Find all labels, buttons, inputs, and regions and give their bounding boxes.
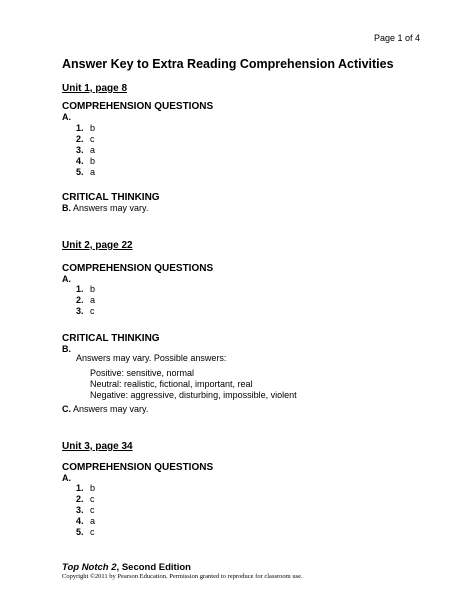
unit-1-comprehension-heading: COMPREHENSION QUESTIONS xyxy=(62,101,214,112)
unit-2-comprehension-heading: COMPREHENSION QUESTIONS xyxy=(62,263,214,274)
answer-letter: b xyxy=(90,483,96,493)
answer-number: 2. xyxy=(76,134,84,144)
answer-number: 1. xyxy=(76,284,84,294)
answer-letter: c xyxy=(90,505,95,515)
answer-item xyxy=(76,284,95,294)
answer-positive: Positive: sensitive, normal xyxy=(90,368,195,378)
part-letter: B. xyxy=(62,203,71,213)
answer-negative: Negative: aggressive, disturbing, impossible, violent xyxy=(90,390,297,400)
answer-letter: b xyxy=(90,284,96,294)
answer-letter: c xyxy=(90,527,95,537)
part-letter: C. xyxy=(62,404,71,414)
answer-item xyxy=(76,516,95,526)
answer-letter: a xyxy=(90,145,96,155)
answer-letter: c xyxy=(90,134,95,144)
answer-number: 1. xyxy=(76,123,84,133)
footer-book-title xyxy=(62,562,191,573)
answer-item xyxy=(76,494,95,504)
answer-number: 1. xyxy=(76,483,84,493)
answer-letter: a xyxy=(90,516,96,526)
answer-item xyxy=(76,295,95,305)
answer-item xyxy=(76,134,95,144)
answer-letter: a xyxy=(90,295,96,305)
unit-2-title: Unit 2, page 22 xyxy=(62,240,133,251)
copyright-notice: Copyright ©2011 by Pearson Education. Permission granted to reproduce for classroom use. xyxy=(62,573,303,580)
unit-2-part-a: A. xyxy=(62,274,71,284)
book-edition: , Second Edition xyxy=(116,562,191,573)
unit-2-part-b: B. xyxy=(62,344,71,354)
answer-letter: b xyxy=(90,156,96,166)
document-title: Answer Key to Extra Reading Comprehension Activities xyxy=(62,57,394,71)
page-number: Page 1 of 4 xyxy=(374,33,421,43)
answer-letter: a xyxy=(90,167,96,177)
unit-2-part-c xyxy=(62,404,148,414)
part-text: Answers may vary. xyxy=(73,203,149,213)
answer-item xyxy=(76,306,95,316)
answer-number: 3. xyxy=(76,505,84,515)
answer-item xyxy=(76,167,95,177)
unit-3-part-a: A. xyxy=(62,473,71,483)
answer-item xyxy=(76,505,95,515)
answer-number: 4. xyxy=(76,156,84,166)
unit-1-part-b xyxy=(62,203,148,213)
answer-neutral: Neutral: realistic, fictional, important, real xyxy=(90,379,253,389)
unit-2-critical-heading: CRITICAL THINKING xyxy=(62,333,160,344)
answer-item xyxy=(76,123,95,133)
unit-1-critical-heading: CRITICAL THINKING xyxy=(62,192,160,203)
answer-number: 5. xyxy=(76,527,84,537)
answer-number: 3. xyxy=(76,145,84,155)
answer-number: 2. xyxy=(76,494,84,504)
part-text: Answers may vary. xyxy=(73,404,149,414)
answer-item xyxy=(76,483,95,493)
unit-2-part-b-intro: Answers may vary. Possible answers: xyxy=(76,353,227,363)
unit-3-title: Unit 3, page 34 xyxy=(62,441,133,452)
answer-number: 4. xyxy=(76,516,84,526)
answer-number: 3. xyxy=(76,306,84,316)
answer-letter: b xyxy=(90,123,96,133)
book-title: Top Notch 2 xyxy=(62,562,117,573)
answer-item xyxy=(76,145,95,155)
answer-item xyxy=(76,156,95,166)
answer-number: 2. xyxy=(76,295,84,305)
answer-letter: c xyxy=(90,306,95,316)
answer-number: 5. xyxy=(76,167,84,177)
unit-3-comprehension-heading: COMPREHENSION QUESTIONS xyxy=(62,462,214,473)
answer-item xyxy=(76,527,95,537)
unit-1-title: Unit 1, page 8 xyxy=(62,83,128,94)
answer-letter: c xyxy=(90,494,95,504)
unit-1-part-a: A. xyxy=(62,112,71,122)
